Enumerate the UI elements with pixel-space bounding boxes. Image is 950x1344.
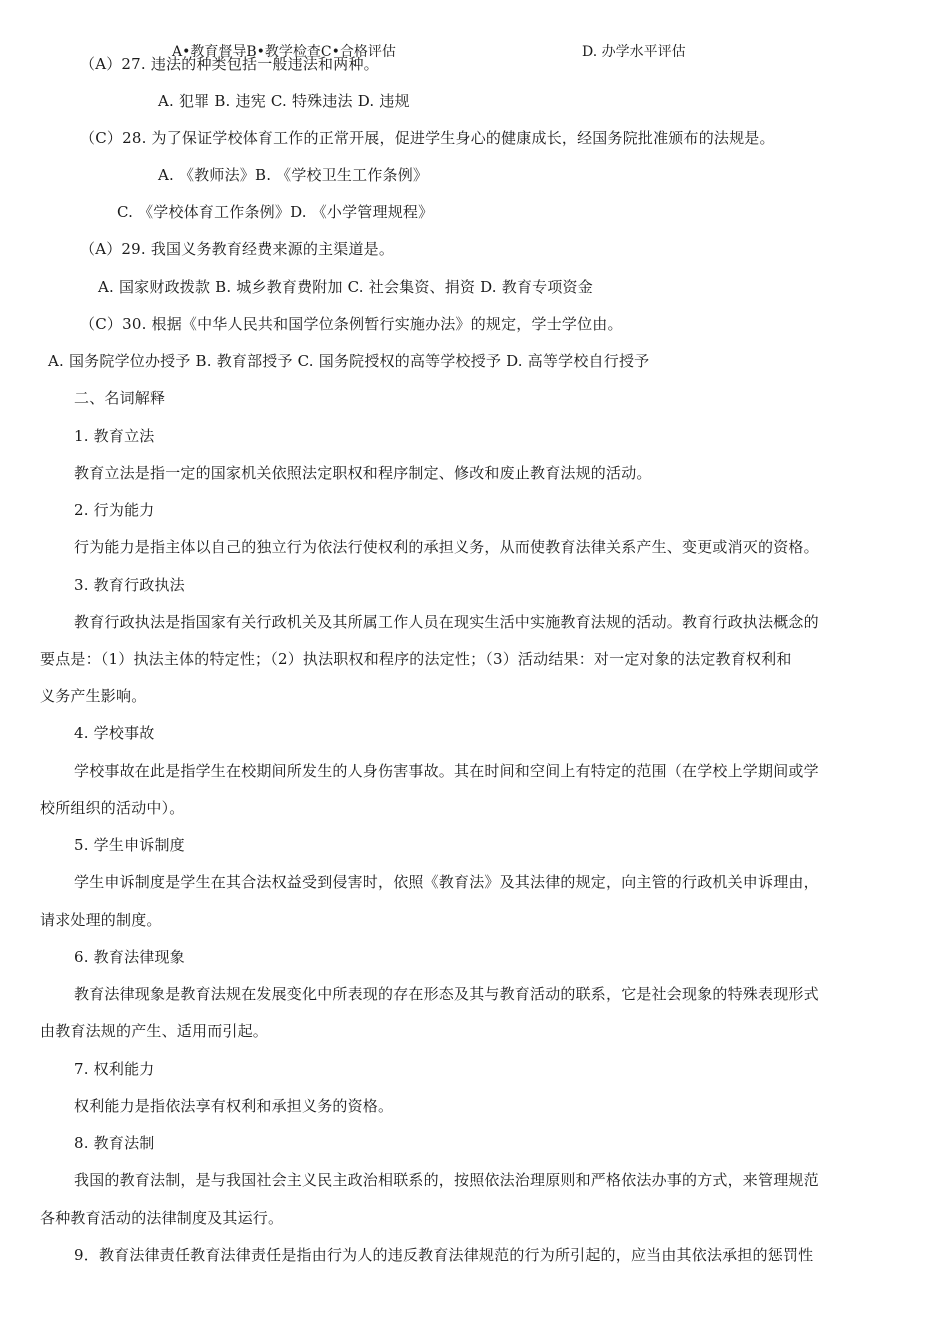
term-heading: 6. 教育法律现象 [74, 948, 185, 966]
section-title: 二、名词解释 [74, 389, 166, 407]
question-30: （C）30. 根据《中华人民共和国学位条例暂行实施办法》的规定，学士学位由。 [80, 315, 623, 333]
options-fragment-right: D. 办学水平评估 [582, 44, 686, 60]
term-definition-continued: 要点是：（1）执法主体的特定性；（2）执法职权和程序的法定性；（3）活动结果：对一定对象的法定教育权利和 [40, 650, 792, 668]
term-definition: 教育法律现象是教育法规在发展变化中所表现的存在形态及其与教育活动的联系，它是社会现象的特殊表现形式 [74, 985, 819, 1003]
term-definition: 教育行政执法是指国家有关行政机关及其所属工作人员在现实生活中实施教育法规的活动。教育行政执法概念的 [74, 613, 819, 631]
term-definition: 学生申诉制度是学生在其合法权益受到侵害时，依照《教育法》及其法律的规定，向主管的行政机关申诉理由， [74, 873, 819, 891]
term-heading: 2. 行为能力 [74, 501, 155, 519]
question-29: （A）29. 我国义务教育经费来源的主渠道是。 [80, 240, 395, 258]
term-definition-continued: 各种教育活动的法律制度及其运行。 [40, 1209, 284, 1227]
question-30-options: A. 国务院学位办授予 B. 教育部授予 C. 国务院授权的高等学校授予 D. 高等学校自行授予 [48, 352, 650, 370]
term-heading: 8. 教育法制 [74, 1134, 155, 1152]
question-28: （C）28. 为了保证学校体育工作的正常开展，促进学生身心的健康成长，经国务院批准颁布的法规是。 [80, 129, 775, 147]
question-27-options: A. 犯罪 B. 违宪 C. 特殊违法 D. 违规 [158, 92, 410, 110]
term-heading: 5. 学生申诉制度 [74, 836, 185, 854]
question-29-options: A. 国家财政拨款 B. 城乡教育费附加 C. 社会集资、捐资 D. 教育专项资金 [98, 278, 593, 296]
term-definition: 我国的教育法制，是与我国社会主义民主政治相联系的，按照依法治理原则和严格依法办事的方式，来管理规范 [74, 1171, 819, 1189]
term-definition: 教育立法是指一定的国家机关依照法定职权和程序制定、修改和废止教育法规的活动。 [74, 464, 652, 482]
term-definition-continued: 由教育法规的产生、适用而引起。 [40, 1022, 269, 1040]
term-heading: 3. 教育行政执法 [74, 576, 185, 594]
options-fragment-left: A•教育督导B•教学检查C•合格评估 [172, 44, 396, 60]
term-heading: 1. 教育立法 [74, 427, 155, 445]
term-heading: 7. 权利能力 [74, 1060, 155, 1078]
term-heading: 4. 学校事故 [74, 724, 155, 742]
term-definition: 学校事故在此是指学生在校期间所发生的人身伤害事故。其在时间和空间上有特定的范围（在学校上学期间或学 [74, 762, 819, 780]
term-definition-continued: 校所组织的活动中）。 [40, 799, 185, 817]
term-definition-continued: 义务产生影响。 [40, 687, 147, 705]
question-27: （A）27. 违法的种类包括一般违法和两种。 [80, 55, 379, 73]
term-definition-continued: 请求处理的制度。 [40, 911, 162, 929]
term-definition: 行为能力是指主体以自己的独立行为依法行使权利的承担义务，从而使教育法律关系产生、变更或消灭的资格。 [74, 538, 819, 556]
term-definition: 9．教育法律责任教育法律责任是指由行为人的违反教育法律规范的行为所引起的，应当由其依法承担的惩罚性 [74, 1246, 814, 1264]
question-28-options-line-2: C. 《学校体育工作条例》D. 《小学管理规程》 [117, 203, 434, 221]
term-definition: 权利能力是指依法享有权利和承担义务的资格。 [74, 1097, 394, 1115]
question-28-options-line-1: A. 《教师法》B. 《学校卫生工作条例》 [158, 166, 429, 184]
